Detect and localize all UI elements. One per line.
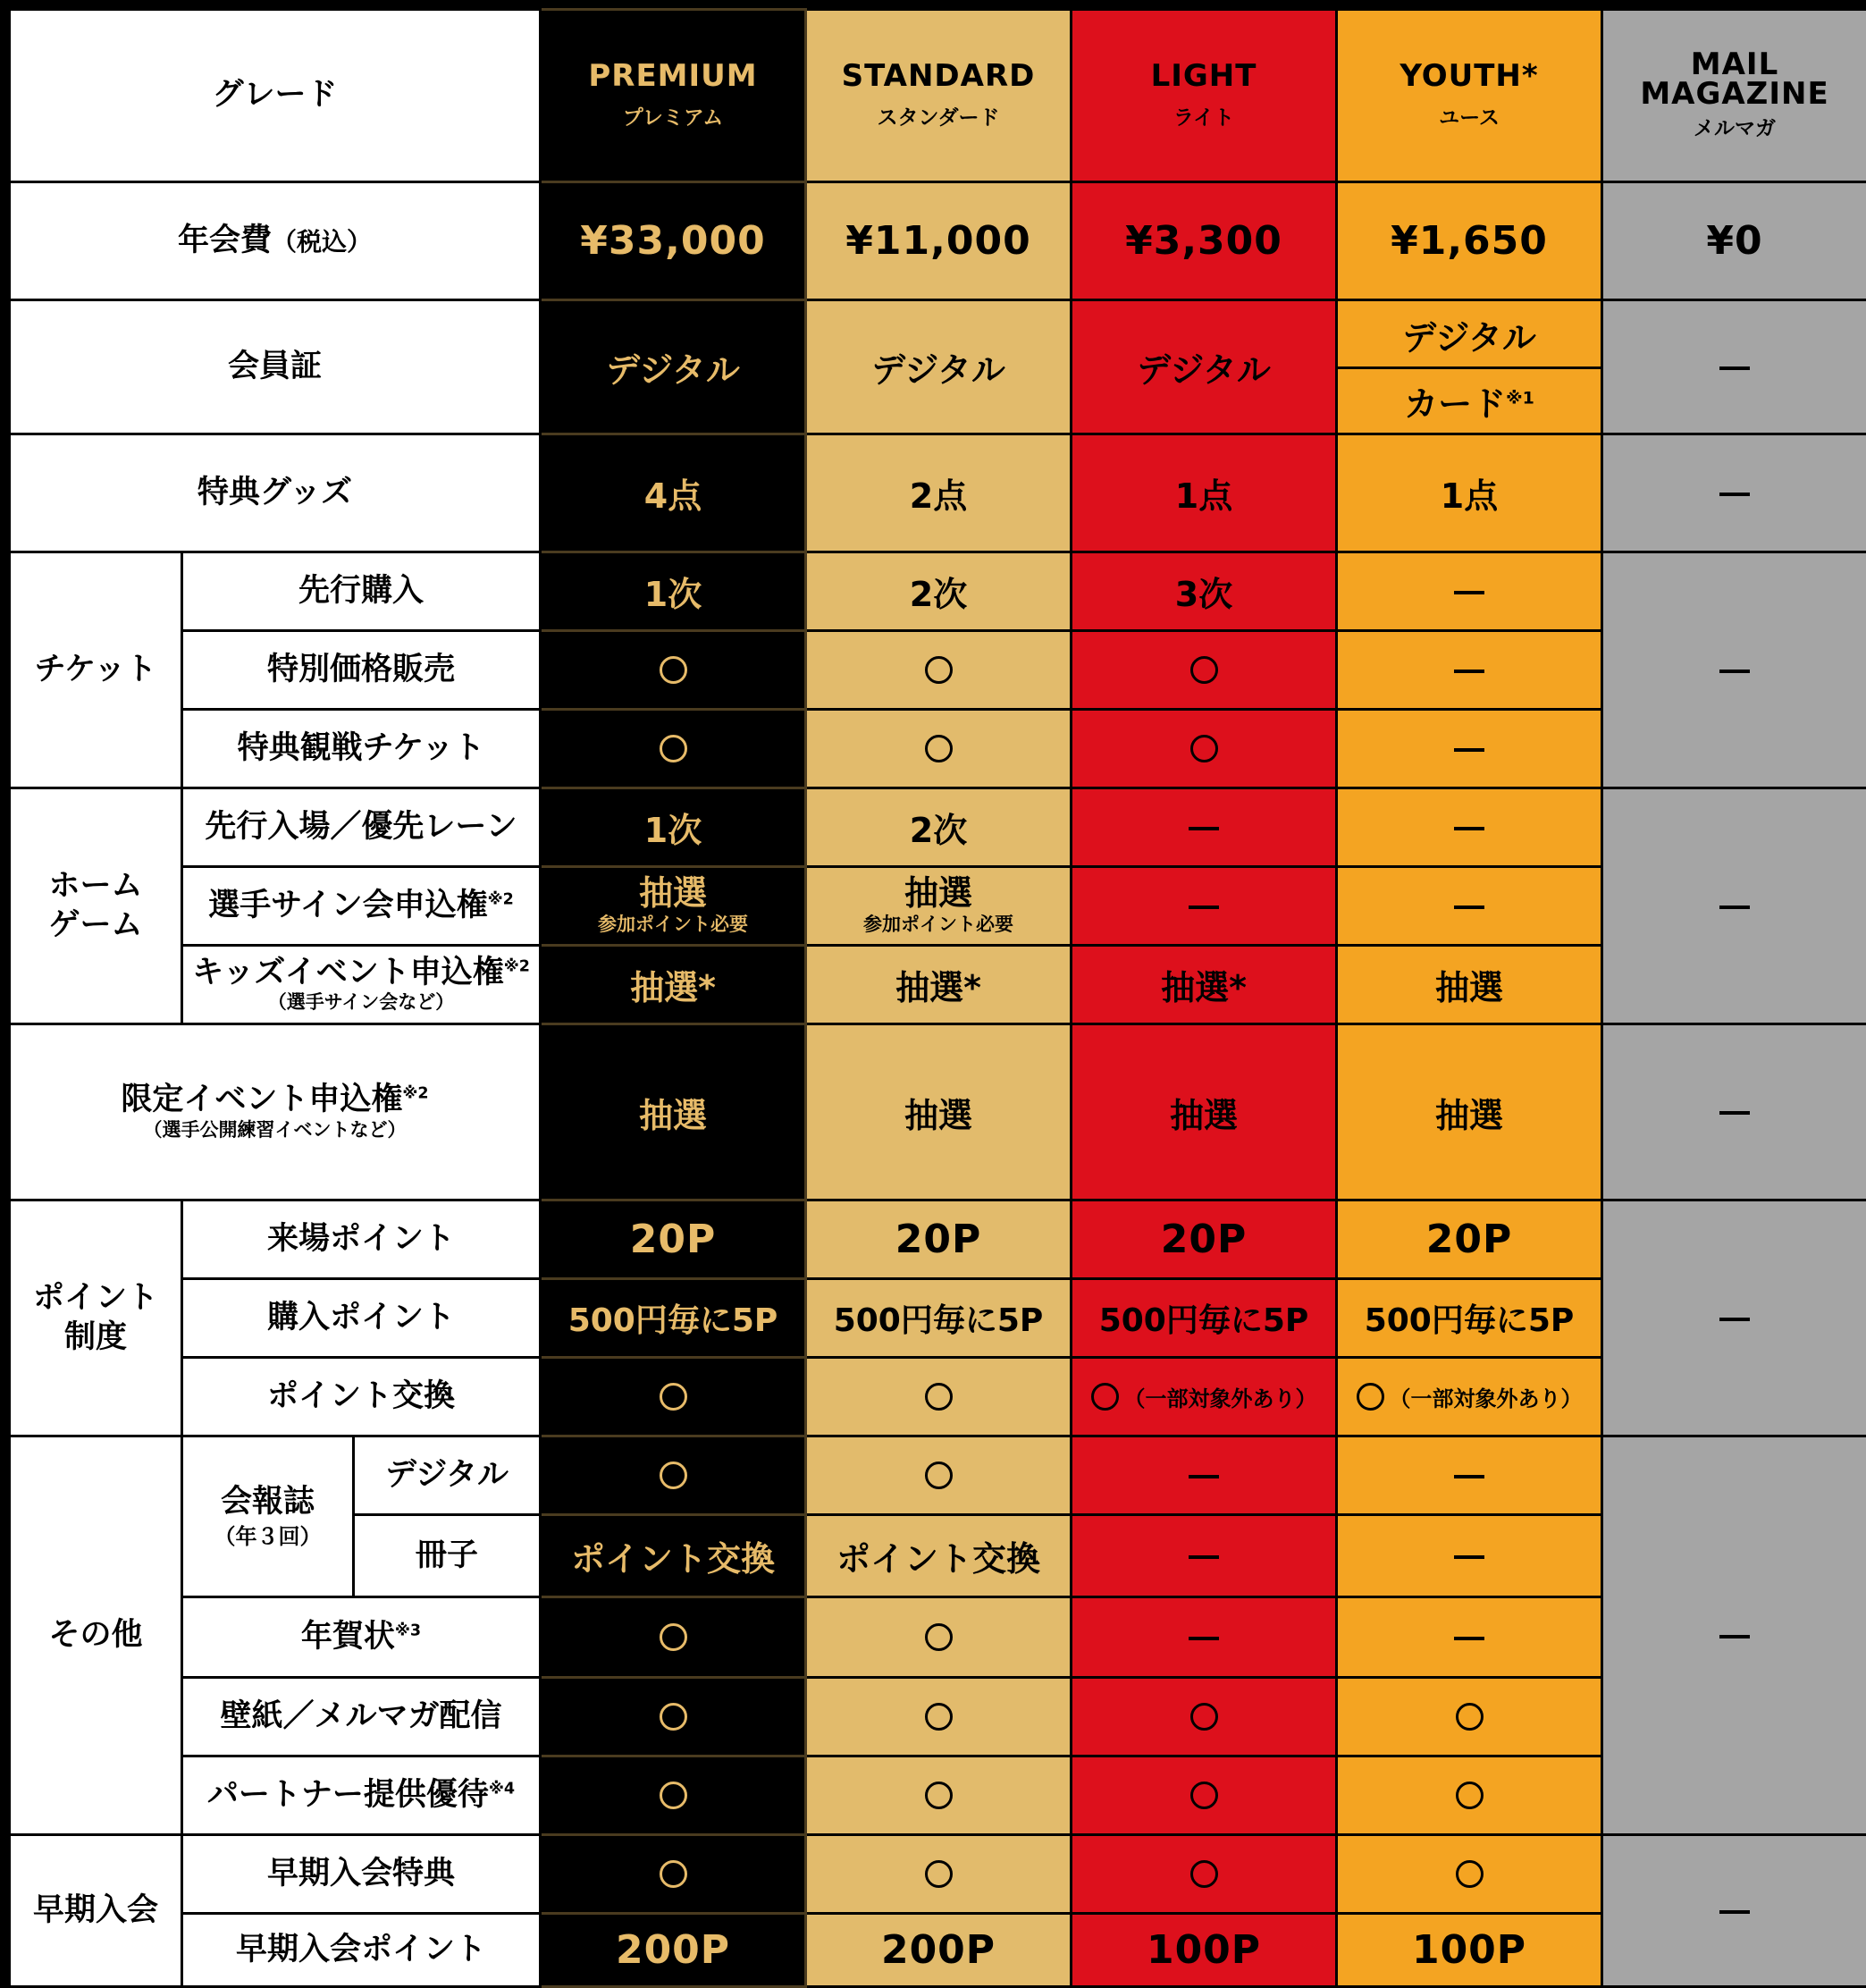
grade-label: グレード bbox=[10, 10, 541, 182]
special-price-premium bbox=[541, 631, 806, 710]
circle-icon bbox=[660, 656, 687, 684]
entry-standard: 2次 bbox=[806, 788, 1072, 867]
goods-standard: 2点 bbox=[806, 434, 1072, 552]
entry-premium: 1次 bbox=[541, 788, 806, 867]
light-kana: ライト bbox=[1072, 101, 1335, 131]
partner-standard bbox=[806, 1756, 1072, 1835]
early-points-youth: 100P bbox=[1337, 1914, 1602, 1987]
digital-youth bbox=[1337, 1436, 1602, 1515]
early-points-label: 早期入会ポイント bbox=[182, 1914, 541, 1987]
circle-icon bbox=[925, 1462, 953, 1489]
digital-premium bbox=[541, 1436, 806, 1515]
bonus-ticket-label: 特典観戦チケット bbox=[182, 710, 541, 788]
circle-icon bbox=[660, 1623, 687, 1651]
goods-light: 1点 bbox=[1072, 434, 1337, 552]
youth-name: YOUTH* bbox=[1338, 61, 1601, 93]
card-premium: デジタル bbox=[541, 300, 806, 434]
limited-label-line bbox=[11, 1082, 539, 1117]
kids-label-text: キッズイベント申込権 bbox=[192, 955, 504, 990]
circle-icon bbox=[925, 1703, 953, 1731]
magazine-sub: （年３回） bbox=[183, 1524, 352, 1550]
youth-kana: ユース bbox=[1338, 101, 1601, 131]
limited-standard: 抽選 bbox=[806, 1024, 1072, 1200]
visit-label: 来場ポイント bbox=[182, 1200, 541, 1279]
ticket-presale-row bbox=[10, 552, 1866, 631]
nenga-light bbox=[1072, 1597, 1337, 1678]
early-bonus-standard bbox=[806, 1835, 1072, 1914]
presale-label: 先行購入 bbox=[182, 552, 541, 631]
magazine-label-text: 会報誌 bbox=[221, 1484, 315, 1520]
visit-youth: 20P bbox=[1337, 1200, 1602, 1279]
other-mail bbox=[1602, 1436, 1866, 1835]
partner-label-text: パートナー提供優待 bbox=[207, 1777, 489, 1813]
kids-note: ※2 bbox=[504, 957, 530, 975]
partner-light bbox=[1072, 1756, 1337, 1835]
wallpaper-premium bbox=[541, 1678, 806, 1756]
partner-note: ※4 bbox=[489, 1780, 515, 1798]
nenga-standard bbox=[806, 1597, 1072, 1678]
fee-premium: ¥33,000 bbox=[541, 182, 806, 300]
special-price-light bbox=[1072, 631, 1337, 710]
presale-standard: 2次 bbox=[806, 552, 1072, 631]
digital-label: デジタル bbox=[354, 1436, 541, 1515]
ticket-bonus-row bbox=[10, 710, 1866, 788]
presale-youth bbox=[1337, 552, 1602, 631]
circle-icon bbox=[1190, 1782, 1218, 1809]
exchange-youth bbox=[1337, 1358, 1602, 1436]
kids-light: 抽選* bbox=[1072, 946, 1337, 1024]
autograph-standard-value: 抽選 bbox=[807, 876, 1070, 912]
special-price-label: 特別価格販売 bbox=[182, 631, 541, 710]
digital-light bbox=[1072, 1436, 1337, 1515]
limited-label-text: 限定イベント申込権 bbox=[121, 1082, 402, 1117]
kids-label-line bbox=[183, 956, 539, 990]
booklet-label: 冊子 bbox=[354, 1515, 541, 1597]
autograph-premium-value: 抽選 bbox=[542, 876, 804, 912]
circle-icon bbox=[660, 1782, 687, 1809]
circle-icon bbox=[925, 1383, 953, 1411]
magazine-label bbox=[182, 1436, 354, 1597]
card-youth-note: ※1 bbox=[1506, 388, 1534, 408]
limited-label bbox=[10, 1024, 541, 1200]
other-group-label: その他 bbox=[10, 1436, 182, 1835]
fee-youth: ¥1,650 bbox=[1337, 182, 1602, 300]
card-row bbox=[10, 300, 1866, 434]
card-light: デジタル bbox=[1072, 300, 1337, 434]
kids-sub: （選手サイン会など） bbox=[183, 991, 539, 1014]
circle-icon bbox=[660, 1703, 687, 1731]
grade-youth-header bbox=[1337, 10, 1602, 182]
dash-icon bbox=[1454, 1637, 1484, 1640]
autograph-standard-sub: 参加ポイント必要 bbox=[807, 914, 1070, 936]
goods-row bbox=[10, 434, 1866, 552]
membership-comparison-table bbox=[8, 8, 1866, 1988]
limited-note: ※2 bbox=[402, 1085, 428, 1103]
purchase-standard: 500円毎に5P bbox=[806, 1279, 1072, 1358]
autograph-label-text: 選手サイン会申込権 bbox=[208, 888, 488, 923]
ticket-special-price-row bbox=[10, 631, 1866, 710]
autograph-note: ※2 bbox=[488, 890, 514, 908]
autograph-premium bbox=[541, 867, 806, 946]
dash-icon bbox=[1454, 591, 1484, 594]
booklet-standard: ポイント交換 bbox=[806, 1515, 1072, 1597]
circle-icon bbox=[1190, 656, 1218, 684]
points-visit-row bbox=[10, 1200, 1866, 1279]
entry-youth bbox=[1337, 788, 1602, 867]
autograph-youth bbox=[1337, 867, 1602, 946]
goods-label: 特典グッズ bbox=[10, 434, 541, 552]
home-group-line2: ゲーム bbox=[48, 907, 142, 943]
light-name: LIGHT bbox=[1072, 61, 1335, 93]
dash-icon bbox=[1719, 366, 1750, 370]
wallpaper-light bbox=[1072, 1678, 1337, 1756]
grade-mail-header bbox=[1602, 10, 1866, 182]
fee-label-note: （税込） bbox=[272, 227, 372, 257]
dash-icon bbox=[1454, 827, 1484, 830]
special-price-standard bbox=[806, 631, 1072, 710]
dash-icon bbox=[1719, 670, 1750, 673]
home-kids-row bbox=[10, 946, 1866, 1024]
circle-icon bbox=[1190, 1703, 1218, 1731]
other-partner-row bbox=[10, 1756, 1866, 1835]
fee-standard: ¥11,000 bbox=[806, 182, 1072, 300]
presale-premium: 1次 bbox=[541, 552, 806, 631]
exchange-standard bbox=[806, 1358, 1072, 1436]
dash-icon bbox=[1719, 1635, 1750, 1638]
standard-name: STANDARD bbox=[807, 61, 1070, 93]
card-youth-card bbox=[1338, 369, 1601, 433]
purchase-label: 購入ポイント bbox=[182, 1279, 541, 1358]
circle-icon bbox=[1190, 735, 1218, 762]
circle-icon bbox=[1456, 1782, 1484, 1809]
standard-kana: スタンダード bbox=[807, 101, 1070, 131]
points-purchase-row bbox=[10, 1279, 1866, 1358]
nenga-youth bbox=[1337, 1597, 1602, 1678]
circle-icon bbox=[660, 1462, 687, 1489]
dash-icon bbox=[1719, 1111, 1750, 1115]
home-group-line1: ホーム bbox=[48, 868, 142, 904]
dash-icon bbox=[1719, 1318, 1750, 1321]
purchase-light: 500円毎に5P bbox=[1072, 1279, 1337, 1358]
bonus-ticket-premium bbox=[541, 710, 806, 788]
card-youth bbox=[1337, 300, 1602, 434]
dash-icon bbox=[1719, 1910, 1750, 1914]
dash-icon bbox=[1189, 1555, 1219, 1559]
dash-icon bbox=[1189, 827, 1219, 830]
wallpaper-youth bbox=[1337, 1678, 1602, 1756]
mail-name-line1: MAIL bbox=[1603, 50, 1866, 79]
bonus-ticket-light bbox=[1072, 710, 1337, 788]
mail-name-line2: MAGAZINE bbox=[1603, 80, 1866, 108]
grade-premium-header bbox=[541, 10, 806, 182]
early-points-row bbox=[10, 1914, 1866, 1987]
points-group-line1: ポイント bbox=[33, 1280, 158, 1316]
circle-icon bbox=[925, 735, 953, 762]
dash-icon bbox=[1719, 493, 1750, 496]
early-bonus-label: 早期入会特典 bbox=[182, 1835, 541, 1914]
dash-icon bbox=[1454, 748, 1484, 752]
dash-icon bbox=[1189, 1637, 1219, 1640]
partner-premium bbox=[541, 1756, 806, 1835]
dash-icon bbox=[1454, 1555, 1484, 1559]
booklet-light bbox=[1072, 1515, 1337, 1597]
visit-standard: 20P bbox=[806, 1200, 1072, 1279]
early-points-light: 100P bbox=[1072, 1914, 1337, 1987]
autograph-standard bbox=[806, 867, 1072, 946]
fee-light: ¥3,300 bbox=[1072, 182, 1337, 300]
circle-icon bbox=[1456, 1703, 1484, 1731]
dash-icon bbox=[1454, 906, 1484, 909]
early-group-label: 早期入会 bbox=[10, 1835, 182, 1987]
other-nenga-row bbox=[10, 1597, 1866, 1678]
autograph-label bbox=[182, 867, 541, 946]
fee-row bbox=[10, 182, 1866, 300]
early-points-standard: 200P bbox=[806, 1914, 1072, 1987]
early-mail bbox=[1602, 1835, 1866, 1987]
points-mail bbox=[1602, 1200, 1866, 1436]
home-autograph-row bbox=[10, 867, 1866, 946]
points-exchange-row bbox=[10, 1358, 1866, 1436]
home-mail bbox=[1602, 788, 1866, 1024]
circle-icon bbox=[1190, 1860, 1218, 1888]
circle-icon bbox=[925, 1782, 953, 1809]
visit-premium: 20P bbox=[541, 1200, 806, 1279]
circle-icon bbox=[660, 735, 687, 762]
early-bonus-premium bbox=[541, 1835, 806, 1914]
limited-light: 抽選 bbox=[1072, 1024, 1337, 1200]
exchange-premium bbox=[541, 1358, 806, 1436]
nenga-note: ※3 bbox=[395, 1622, 421, 1639]
wallpaper-standard bbox=[806, 1678, 1072, 1756]
purchase-youth: 500円毎に5P bbox=[1337, 1279, 1602, 1358]
other-wallpaper-row bbox=[10, 1678, 1866, 1756]
kids-standard: 抽選* bbox=[806, 946, 1072, 1024]
early-bonus-youth bbox=[1337, 1835, 1602, 1914]
circle-icon bbox=[925, 656, 953, 684]
card-youth-card-text: カード bbox=[1404, 384, 1506, 424]
autograph-premium-sub: 参加ポイント必要 bbox=[542, 914, 804, 936]
early-points-premium: 200P bbox=[541, 1914, 806, 1987]
points-group-line2: 制度 bbox=[64, 1319, 127, 1355]
wallpaper-label: 壁紙／メルマガ配信 bbox=[182, 1678, 541, 1756]
circle-icon bbox=[925, 1623, 953, 1651]
booklet-youth bbox=[1337, 1515, 1602, 1597]
digital-standard bbox=[806, 1436, 1072, 1515]
early-bonus-row bbox=[10, 1835, 1866, 1914]
exchange-light-note: （一部対象外あり） bbox=[1124, 1386, 1317, 1411]
kids-label bbox=[182, 946, 541, 1024]
fee-label bbox=[10, 182, 541, 300]
limited-youth: 抽選 bbox=[1337, 1024, 1602, 1200]
nenga-label-text: 年賀状 bbox=[301, 1619, 395, 1655]
dash-icon bbox=[1189, 1475, 1219, 1478]
entry-light bbox=[1072, 788, 1337, 867]
circle-icon bbox=[1357, 1383, 1384, 1411]
dash-icon bbox=[1189, 906, 1219, 909]
ticket-mail bbox=[1602, 552, 1866, 788]
premium-name: PREMIUM bbox=[542, 61, 804, 93]
circle-icon bbox=[660, 1860, 687, 1888]
grade-header-row bbox=[10, 10, 1866, 182]
limited-event-row bbox=[10, 1024, 1866, 1200]
premium-kana: プレミアム bbox=[542, 101, 804, 131]
partner-youth bbox=[1337, 1756, 1602, 1835]
circle-icon bbox=[1456, 1860, 1484, 1888]
fee-label-text: 年会費 bbox=[178, 223, 272, 258]
nenga-label bbox=[182, 1597, 541, 1678]
other-digital-row bbox=[10, 1436, 1866, 1515]
fee-mail: ¥0 bbox=[1602, 182, 1866, 300]
kids-youth: 抽選 bbox=[1337, 946, 1602, 1024]
bonus-ticket-standard bbox=[806, 710, 1072, 788]
limited-sub: （選手公開練習イベントなど） bbox=[11, 1119, 539, 1141]
nenga-premium bbox=[541, 1597, 806, 1678]
dash-icon bbox=[1454, 670, 1484, 673]
exchange-label: ポイント交換 bbox=[182, 1358, 541, 1436]
ticket-group-label: チケット bbox=[10, 552, 182, 788]
exchange-youth-note: （一部対象外あり） bbox=[1390, 1386, 1583, 1411]
early-bonus-light bbox=[1072, 1835, 1337, 1914]
mail-kana: メルマガ bbox=[1603, 112, 1866, 141]
circle-icon bbox=[925, 1860, 953, 1888]
goods-mail bbox=[1602, 434, 1866, 552]
booklet-premium: ポイント交換 bbox=[541, 1515, 806, 1597]
card-standard: デジタル bbox=[806, 300, 1072, 434]
exchange-light bbox=[1072, 1358, 1337, 1436]
card-mail bbox=[1602, 300, 1866, 434]
card-label: 会員証 bbox=[10, 300, 541, 434]
presale-light: 3次 bbox=[1072, 552, 1337, 631]
visit-light: 20P bbox=[1072, 1200, 1337, 1279]
card-youth-digital: デジタル bbox=[1338, 301, 1601, 369]
partner-label bbox=[182, 1756, 541, 1835]
home-group-label bbox=[10, 788, 182, 1024]
autograph-light bbox=[1072, 867, 1337, 946]
circle-icon bbox=[1091, 1383, 1119, 1411]
grade-light-header bbox=[1072, 10, 1337, 182]
points-group-label bbox=[10, 1200, 182, 1436]
goods-youth: 1点 bbox=[1337, 434, 1602, 552]
goods-premium: 4点 bbox=[541, 434, 806, 552]
kids-premium: 抽選* bbox=[541, 946, 806, 1024]
limited-premium: 抽選 bbox=[541, 1024, 806, 1200]
limited-mail bbox=[1602, 1024, 1866, 1200]
entry-label: 先行入場／優先レーン bbox=[182, 788, 541, 867]
special-price-youth bbox=[1337, 631, 1602, 710]
bonus-ticket-youth bbox=[1337, 710, 1602, 788]
home-entry-row bbox=[10, 788, 1866, 867]
circle-icon bbox=[660, 1383, 687, 1411]
purchase-premium: 500円毎に5P bbox=[541, 1279, 806, 1358]
grade-standard-header bbox=[806, 10, 1072, 182]
dash-icon bbox=[1719, 906, 1750, 909]
dash-icon bbox=[1454, 1475, 1484, 1478]
